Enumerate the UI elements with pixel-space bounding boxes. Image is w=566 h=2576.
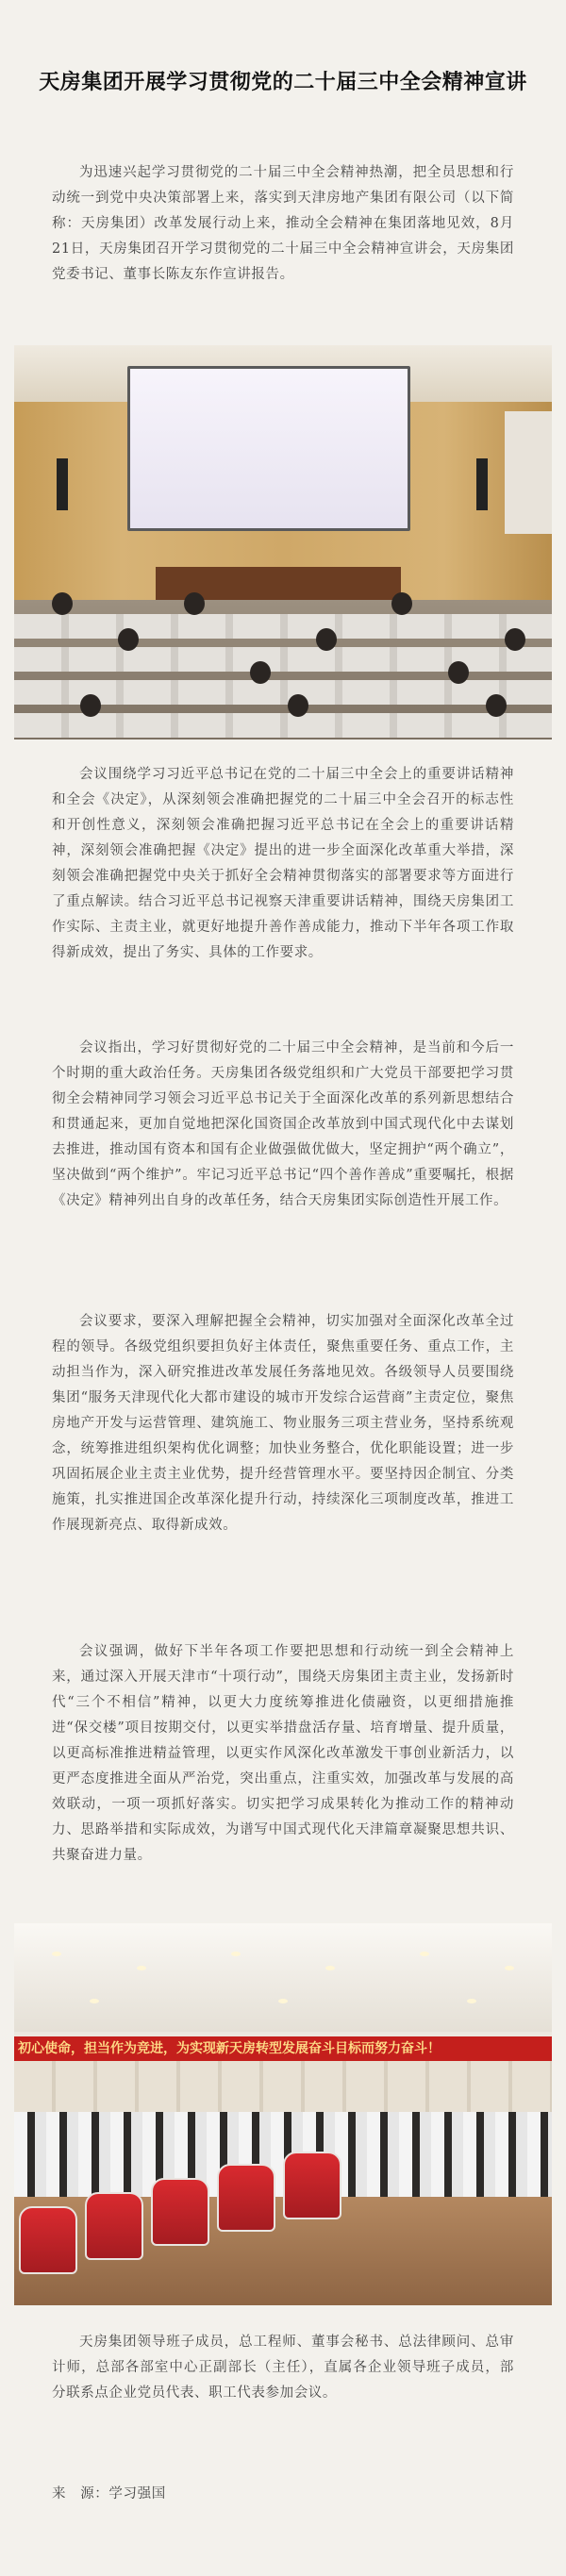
paragraph-intro: 为迅速兴起学习贯彻党的二十届三中全会精神热潮，把全员思想和行动统一到党中央决策部署上来，落实到天津房地产集团有限公司（以下简称：天房集团）改革发展行动上来，推动全会精神在集团落地见效，8月21日，天房集团召开学习贯彻党的二十届三中全会精神宣讲会，天房集团党委书记、董事长陈友东作宣讲报告。 [52,165,514,282]
paragraph-2: 会议围绕学习习近平总书记在党的二十届三中全会上的重要讲话精神和全会《决定》，从深刻领会准确把握党的二十届三中全会召开的标志性和开创性意义，深刻领会准确把握习近平总书记在全会上的重要讲话精神，深刻领会准确把握《决定》提出的进一步全面深化改革重大举措，深刻领会准确把握党中央关于抓好全会精神贯彻落实的部署要求等方面进行了重点解读。结合习近平总书记视察天津重要讲话精神，围绕天房集团工作实际、主责主业，就更好地提升善作善成能力，推动下半年各项工作取得新成效，提出了务实、具体的工作要求。 [52,767,514,960]
article-title: 天房集团开展学习贯彻党的二十届三中全会精神宣讲 [39,70,527,94]
projection-screen [127,366,410,531]
meeting-photo-1 [14,345,552,740]
paragraph-closing: 天房集团领导班子成员，总工程师、董事会秘书、总法律顾问、总审计师，总部各部室中心正副部长（主任），直属各企业领导班子成员，部分联系点企业党员代表、职工代表参加会议。 [52,2335,514,2401]
paragraph-5: 会议强调，做好下半年各项工作要把思想和行动统一到全会精神上来，通过深入开展天津市“十项行动”，围绕天房集团主责主业，发扬新时代“三个不相信”精神，以更大力度统筹推进化债融资，以更细措施推进“保交楼”项目按期交付，以更实举措盘活存量、培育增量、提升质量，以更高标准推进精益管理，以更实作风深化改革激发干事创业新活力，以更严态度推进全面从严治党，突出重点，注重实效，加强改革与发展的高效联动，一项一项抓好落实。切实把学习成果转化为推动工作的精神动力、思路举措和实际成效，为谱写中国式现代化天津篇章凝聚思想共识、共聚奋进力量。 [52,1644,514,1863]
paragraph-3: 会议指出，学习好贯彻好党的二十届三中全会精神，是当前和今后一个时期的重大政治任务。天房集团各级党组织和广大党员干部要把学习贯彻全会精神同学习领会习近平总书记关于全面深化改革的系列新思想结合和贯通起来，更加自觉地把深化国资国企改革放到中国式现代化中去谋划去推进，推动国有资本和国有企业做强做优做大，坚定拥护“两个确立”，坚决做到“两个维护”。牢记习近平总书记“四个善作善成”重要嘱托，根据《决定》精神列出自身的改革任务，结合天房集团实际创造性开展工作。 [52,1040,514,1208]
slogan-banner: 初心使命，担当作为竞进，为实现新天房转型发展奋斗目标而努力奋斗！ [14,2036,552,2061]
meeting-photo-2 [14,1923,552,2305]
article-source: 来 源：学习强国 [52,2486,166,2501]
paragraph-4: 会议要求，要深入理解把握全会精神，切实加强对全面深化改革全过程的领导。各级党组织要担负好主体责任，聚焦重要任务、重点工作，主动担当作为，深入研究推进改革发展任务落地见效。各级领导人员要围绕集团“服务天津现代化大都市建设的城市开发综合运营商”主责定位，聚焦房地产开发与运营管理、建筑施工、物业服务三项主营业务，坚持系统观念，统筹推进组织架构优化调整；加快业务整合，优化职能设置；进一步巩固拓展企业主责主业优势，提升经营管理水平。要坚持因企制宜、分类施策，扎实推进国企改革深化提升行动，持续深化三项制度改革，推进工作展现新亮点、取得新成效。 [52,1314,514,1533]
